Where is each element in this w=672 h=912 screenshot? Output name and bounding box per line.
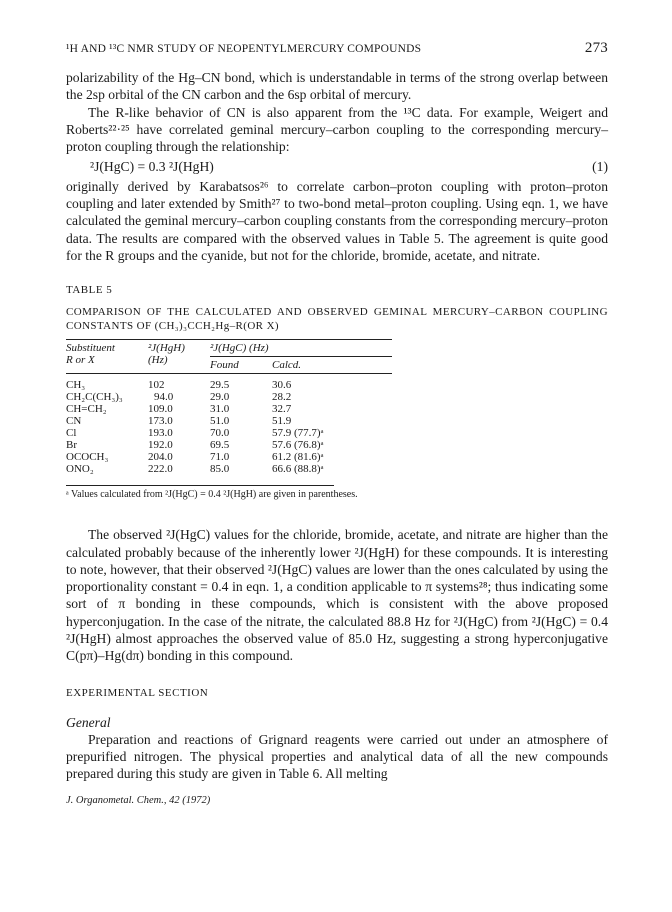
cell-calcd: 28.2 (272, 391, 292, 404)
cell-calcd: 57.6 (76.8)ᵃ (272, 439, 324, 452)
cell-found: 31.0 (210, 403, 230, 416)
cell-calcd: 51.9 (272, 415, 292, 428)
cell-jhgh: 94.0 (154, 391, 174, 404)
table-label: TABLE 5 (66, 284, 113, 297)
table-row (66, 427, 392, 439)
cell-substituent: CH₂C(CH₃)₃ (66, 391, 123, 404)
journal-page (66, 40, 608, 806)
running-head (66, 40, 608, 57)
running-title: ¹H AND ¹³C NMR STUDY OF NEOPENTYLMERCURY COMPOUNDS (66, 43, 422, 55)
cell-found: 69.5 (210, 439, 230, 452)
header-found: Found (210, 359, 239, 372)
table-row (66, 439, 392, 451)
page-number: 273 (584, 40, 608, 56)
header-jhgc: ²J(HgC) (Hz) (210, 340, 392, 357)
subsection-heading: General (66, 714, 111, 730)
header-jhgh: ²J(HgH) (Hz) (148, 342, 185, 367)
cell-jhgh: 193.0 (148, 427, 173, 440)
cell-jhgh: 109.0 (148, 403, 173, 416)
section-heading: EXPERIMENTAL SECTION (66, 686, 209, 699)
cell-substituent: CN (66, 415, 82, 428)
cell-jhgh: 192.0 (148, 439, 173, 452)
cell-found: 29.5 (210, 379, 230, 392)
cell-found: 70.0 (210, 427, 230, 440)
table-row (66, 403, 392, 415)
table-caption: COMPARISON OF THE CALCULATED AND OBSERVED GEMINAL MERCURY–CARBON COUPLING CONSTANTS OF (CH₃)₃CCH₂Hg–R(OR X) (66, 306, 608, 332)
cell-jhgh: 222.0 (148, 463, 173, 476)
table-row (66, 391, 392, 403)
cell-substituent: ONO₂ (66, 463, 94, 476)
table-row (66, 374, 392, 391)
header-substituent: Substituent R or X (66, 342, 115, 367)
cell-found: 51.0 (210, 415, 230, 428)
cell-jhgh: 204.0 (148, 451, 173, 464)
paragraph-3: originally derived by Karabatsos²⁶ to correlate carbon–proton coupling with proton–proton coupling and later extended by Smith²⁷ to two-bond metal–proton coupling. Using eqn. 1, we have calculated the geminal mercury–carbon coupling constants from the corresponding mercury–proton data. The results are compared with the observed values in Table 5. The agreement is quite good for the R groups and the cyanide, but not for the chloride, bromide, acetate, and nitrate. (66, 178, 608, 263)
paragraph-4: The observed ²J(HgC) values for the chloride, bromide, acetate, and nitrate are higher than the calculated probably because of the inherently lower ²J(HgH) for these compounds. It is interesting to note, however, that their observed ²J(HgC) values are lower than the ones calculated by using the proportionality constant = 0.4 in eqn. 1, a condition applicable to π systems²⁸; thus indicating some sort of π bonding in these compounds, which is consistent with the above proposed hyperconjugation. In the case of the nitrate, the calculated 88.8 Hz for ²J(HgC) from ²J(HgC) = 0.4 ²J(HgH) almost approaches the observed value of 85.0 Hz, suggesting a strong hyperconjugative C(pπ)–Hg(dπ) bonding in this compound. (66, 527, 608, 664)
cell-calcd: 66.6 (88.8)ᵃ (272, 463, 324, 476)
coupling-constants-table (66, 339, 392, 479)
cell-substituent: CH=CH₂ (66, 403, 107, 416)
journal-citation: J. Organometal. Chem., 42 (1972) (66, 794, 211, 806)
paragraph-5: Preparation and reactions of Grignard reagents were carried out under an atmosphere of prepurified nitrogen. The physical properties and analytical data of all the new compounds prepared during this study are given in Table 6. All melting (66, 731, 608, 782)
cell-substituent: OCOCH₃ (66, 451, 109, 464)
cell-calcd: 32.7 (272, 403, 292, 416)
cell-found: 85.0 (210, 463, 230, 476)
cell-calcd: 57.9 (77.7)ᵃ (272, 427, 324, 440)
cell-substituent: Cl (66, 427, 77, 440)
cell-found: 71.0 (210, 451, 230, 464)
cell-calcd: 30.6 (272, 379, 292, 392)
cell-calcd: 61.2 (81.6)ᵃ (272, 451, 324, 464)
table-row (66, 451, 392, 463)
cell-substituent: Br (66, 439, 77, 452)
cell-found: 29.0 (210, 391, 230, 404)
table-header-row (66, 340, 392, 357)
equation-1 (66, 158, 608, 175)
cell-jhgh: 173.0 (148, 415, 173, 428)
equation-body: ²J(HgC) = 0.3 ²J(HgH) (90, 159, 214, 175)
cell-substituent: CH₃ (66, 379, 86, 392)
paragraph-2: The R-like behavior of CN is also apparent from the ¹³C data. For example, Weigert and Roberts²²·²⁵ have correlated geminal mercury–carbon coupling to the corresponding mercury–proton coupling through the relationship: (66, 104, 608, 155)
equation-number: (1) (592, 159, 608, 175)
table-footnote: ᵃ Values calculated from ²J(HgC) = 0.4 ²J(HgH) are given in parentheses. (66, 485, 334, 500)
paragraph-1: polarizability of the Hg–CN bond, which is understandable in terms of the strong overlap between the 2sp orbital of the CN carbon and the 6sp orbital of mercury. (66, 70, 608, 103)
table-row (66, 415, 392, 427)
cell-jhgh: 102 (148, 379, 165, 392)
header-calcd: Calcd. (272, 359, 302, 372)
table-row (66, 463, 392, 479)
